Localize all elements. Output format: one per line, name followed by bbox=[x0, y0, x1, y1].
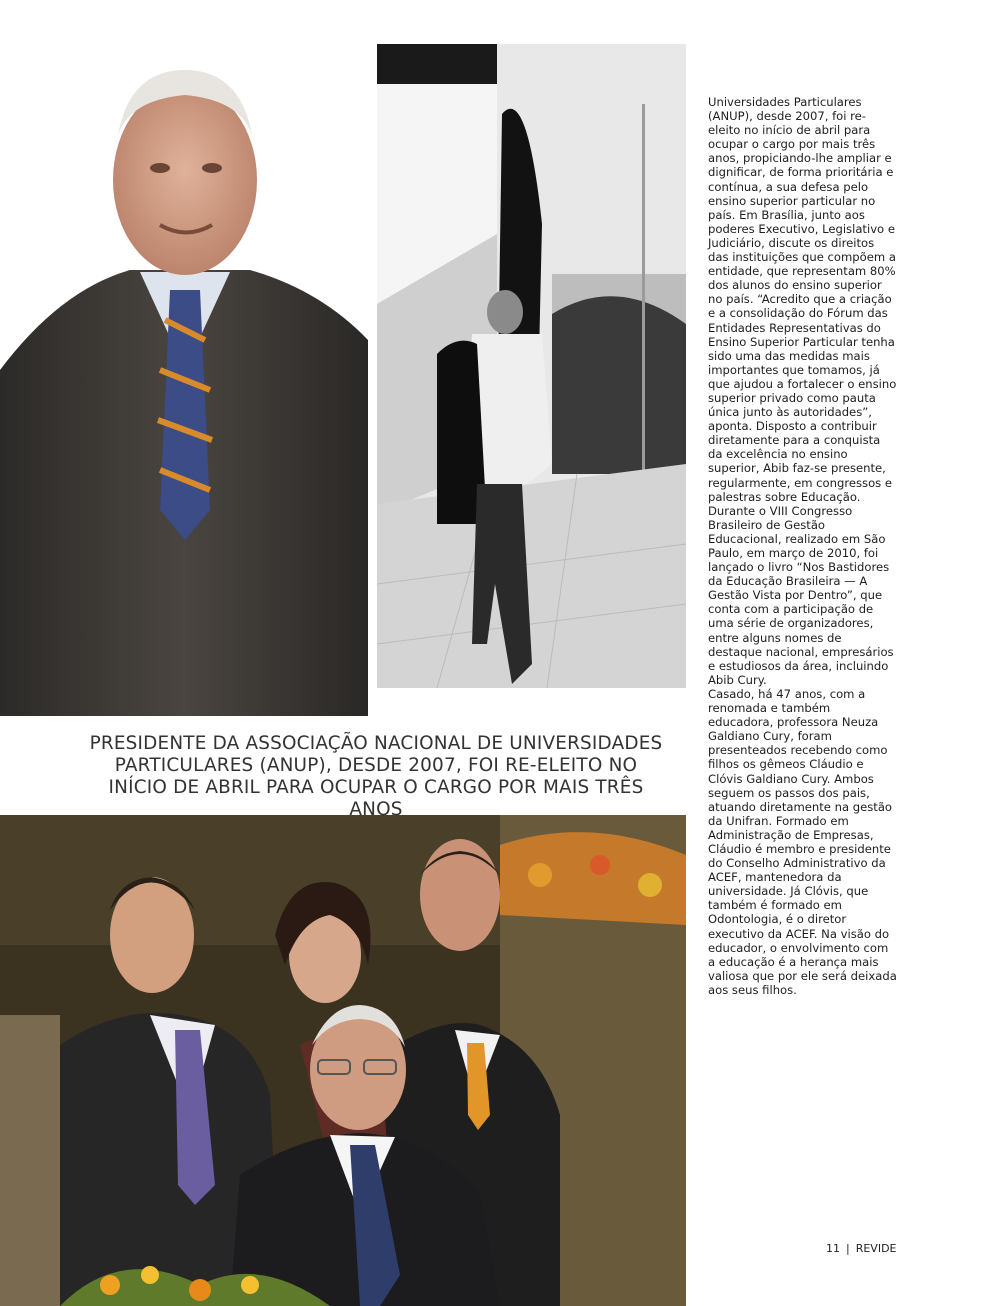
page-number: 11 bbox=[826, 1242, 840, 1255]
magazine-name: REVIDE bbox=[855, 1242, 897, 1255]
walking-man-photo bbox=[377, 44, 686, 688]
article-paragraph: Casado, há 47 anos, com a renomada e também educadora, professora Neuza Galdiano Cury, foram presenteados recebendo como filhos os gêmeos Cláudio e Clóvis Galdiano Cury. Ambos seguem os passos dos pais, atuando diretamente na gestão da Unifran. Formado em Administração de Empresas, Cláudio é membro e presidente do Conselho Administrativo da ACEF, mantenedora da universidade. Já Clóvis, que também é formado em Odontologia, é o diretor executivo da ACEF. Na visão do educador, o envolvimento com a educação é a herança mais valiosa que por ele será deixada aos seus filhos. bbox=[708, 686, 897, 997]
footer-separator: | bbox=[846, 1242, 850, 1255]
family-photo bbox=[0, 815, 686, 1306]
page-footer bbox=[826, 1242, 897, 1255]
article-column bbox=[708, 95, 898, 997]
portrait-photo bbox=[0, 40, 368, 716]
photo-caption: PRESIDENTE DA ASSOCIAÇÃO NACIONAL DE UNIVERSIDADES PARTICULARES (ANUP), DESDE 2007, FOI RE-ELEITO NO INÍCIO DE ABRIL PARA OCUPAR O CARGO POR MAIS TRÊS ANOS bbox=[89, 733, 663, 820]
article-paragraph: Universidades Particulares (ANUP), desde 2007, foi re-eleito no início de abril para ocupar o cargo por mais três anos, propiciando-lhe ampliar e dignificar, de forma prioritária e contínua, a sua defesa pelo ensino superior particular no país. Em Brasília, junto aos poderes Executivo, Legislativo e Judiciário, discute os direitos das instituições que compõem a entidade, que representam 80% dos alunos do ensino superior no país. “Acredito que a criação e a consolidação do Fórum das Entidades Representativas do Ensino Superior Particular tenha sido uma das medidas mais importantes que tomamos, já que ajudou a fortalecer o ensino superior privado como pauta única junto às autoridades”, aponta. Disposto a contribuir diretamente para a conquista da excelência no ensino superior, Abib faz-se presente, regularmente, em congressos e palestras sobre Educação. Durante o VIII Congresso Brasileiro de Gestão Educacional, realizado em São Paulo, em março de 2010, foi lançado o livro “Nos Bastidores da Educação Brasileira — A Gestão Vista por Dentro”, que conta com a participação de uma série de organizadores, entre alguns nomes de destaque nacional, empresários e estudiosos da área, incluindo Abib Cury. bbox=[708, 95, 897, 687]
